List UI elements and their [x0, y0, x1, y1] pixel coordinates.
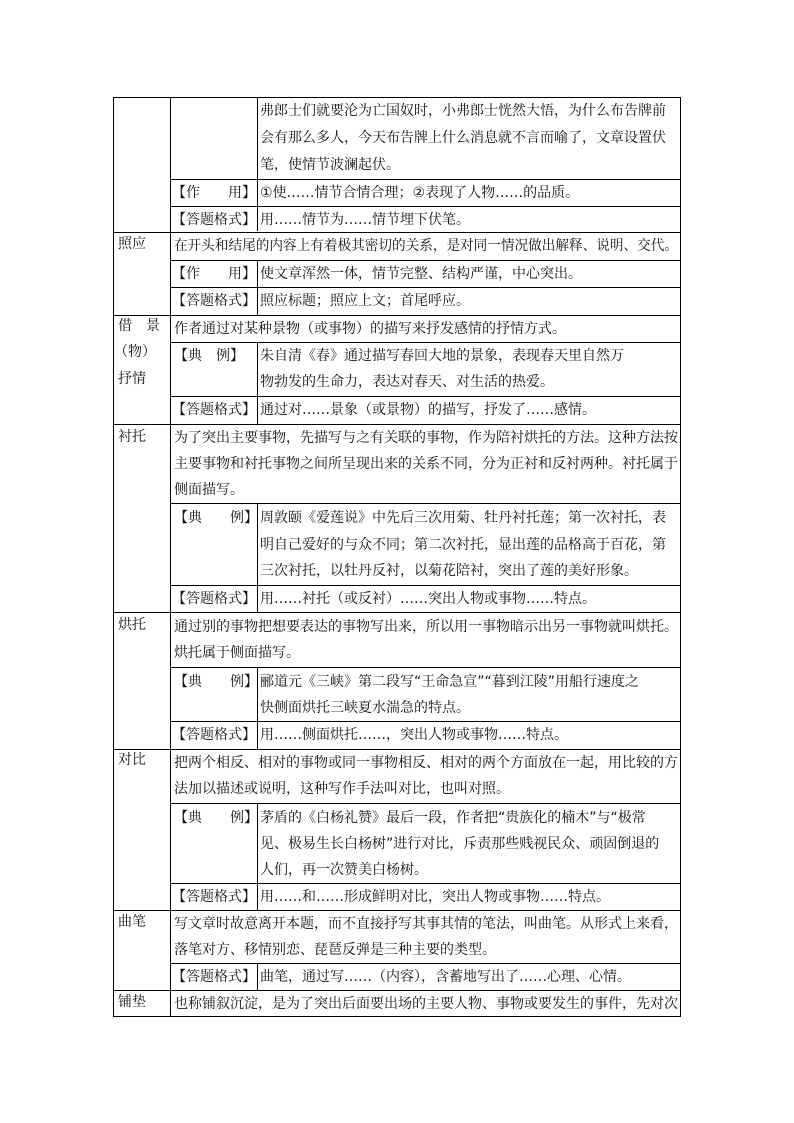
fubi-example-line: 弗郎士们就要沦为亡国奴时，小弗郎士恍然大悟，为什么布告牌前 [260, 103, 666, 119]
technique-name-qubi: 曲笔 [118, 914, 146, 930]
row-divider [170, 396, 681, 397]
row-divider [170, 721, 681, 722]
column-divider-label [257, 342, 258, 424]
row-divider [113, 315, 681, 316]
format-label: 【答题格式】 [172, 402, 256, 418]
jiejing-definition: 作者通过对某种景物（或事物）的描写来抒发感情的抒情方式。 [174, 321, 566, 337]
fubi-example-line: 笔，使情节波澜起伏。 [260, 157, 400, 173]
chentuo-definition-line: 为了突出主要事物，先描写与之有关联的事物，作为陪衬烘托的方法。这种方法按 [174, 430, 678, 446]
fubi-format-text: 用……情节为……情节埋下伏笔。 [260, 212, 470, 228]
effect-label: 【作 用】 [172, 185, 256, 201]
duibi-definition-line: 把两个相反、相对的事物或同一事物相反、相对的两个方面放在一起，用比较的方 [174, 755, 678, 771]
table-border-top [113, 97, 681, 98]
row-divider [170, 179, 681, 180]
column-divider-label [257, 963, 258, 990]
row-divider [113, 612, 681, 613]
technique-name-jiejing: 借 景 [118, 318, 160, 334]
hongtuo-definition-line: 烘托属于侧面描写。 [174, 645, 300, 661]
table-border-bottom [113, 1016, 681, 1017]
example-label: 【典 例】 [174, 348, 244, 364]
row-divider [170, 883, 681, 884]
technique-name-jiejing: （物） [114, 344, 156, 360]
technique-name-chentuo: 衬托 [118, 429, 146, 445]
technique-name-zhaoying: 照应 [118, 236, 146, 252]
qubi-definition-line: 写文章时故意离开本题，而不直接抒写其事其情的笔法，叫曲笔。从形式上来看， [174, 916, 678, 932]
format-label: 【答题格式】 [172, 591, 256, 607]
row-divider [113, 749, 681, 750]
hongtuo-definition-line: 通过别的事物把想要表达的事物写出来，所以用一事物暗示出另一事物就叫烘托。 [174, 619, 678, 635]
technique-name-duibi: 对比 [118, 752, 146, 768]
chentuo-definition-line: 侧面描写。 [174, 482, 244, 498]
pudian-definition-line: 也称铺叙沉淀，是为了突出后面要出场的主要人物、事物或要发生的事件，先对次 [174, 996, 678, 1012]
fubi-effect-text: ①使……情节合情合理；②表现了人物……的品质。 [260, 185, 580, 201]
row-divider [170, 260, 681, 261]
jiejing-example-line: 朱自清《春》通过描写春回大地的景象，表现春天里自然万 [260, 348, 624, 364]
row-divider [170, 287, 681, 288]
row-divider [113, 910, 681, 911]
hongtuo-example-line: 郦道元《三峡》第二段写“王命急宣”“暮到江陵”用船行速度之 [260, 674, 640, 690]
format-label: 【答题格式】 [172, 293, 256, 309]
example-label: 【典 例】 [174, 810, 258, 826]
format-label: 【答题格式】 [172, 727, 256, 743]
fubi-example-line: 会有那么多人，今天布告牌上什么消息就不言而喻了，文章设置伏 [260, 130, 666, 146]
column-divider-label [257, 97, 258, 231]
table-border-right [680, 97, 681, 1017]
chentuo-example-line: 明自己爱好的与众不同；第二次衬托，显出莲的品格高于百花，第 [260, 537, 666, 553]
format-label: 【答题格式】 [172, 889, 256, 905]
technique-name-pudian: 铺垫 [118, 994, 146, 1010]
duibi-example-line: 人们，再一次赞美白杨树。 [260, 862, 428, 878]
jiejing-example-line: 物勃发的生命力，表达对春天、对生活的热爱。 [260, 374, 554, 390]
duibi-definition-line: 法加以描述或说明，这种写作手法叫对比，也叫对照。 [174, 781, 510, 797]
zhaoying-format-text: 照应标题；照应上文；首尾呼应。 [260, 293, 470, 309]
format-label: 【答题格式】 [172, 212, 256, 228]
format-label: 【答题格式】 [172, 969, 256, 985]
qubi-format-text: 曲笔，通过写……（内容），含蓄地写出了……心理、心情。 [260, 969, 631, 985]
row-divider [170, 803, 681, 804]
row-divider [113, 424, 681, 425]
row-divider [170, 206, 681, 207]
chentuo-format-text: 用……衬托（或反衬）……突出人物或事物……特点。 [260, 591, 596, 607]
example-label: 【典 例】 [174, 674, 258, 690]
duibi-format-text: 用……和……形成鲜明对比，突出人物或事物……特点。 [260, 889, 610, 905]
zhaoying-definition: 在开头和结尾的内容上有着极其密切的关系，是对同一情况做出解释、说明、交代。 [174, 238, 679, 254]
chentuo-example-line: 周敦颐《爱莲说》中先后三次用菊、牡丹衬托莲；第一次衬托，表 [260, 510, 666, 526]
qubi-definition-line: 落笔对方、移情别恋、琵琶反弹是三种主要的类型。 [174, 942, 496, 958]
row-divider [170, 585, 681, 586]
table-border-left [113, 97, 114, 1017]
row-divider [170, 503, 681, 504]
hongtuo-example-line: 快侧面烘托三峡夏水湍急的特点。 [260, 700, 470, 716]
chentuo-example-line: 三次衬托，以牡丹反衬，以菊花陪衬，突出了莲的美好形象。 [260, 563, 638, 579]
row-divider [170, 963, 681, 964]
effect-label: 【作 用】 [172, 266, 256, 282]
hongtuo-format-text: 用……侧面烘托……，突出人物或事物……特点。 [260, 727, 568, 743]
duibi-example-line: 见、极易生长白杨树”进行对比，斥责那些贱视民众、顽固倒退的 [260, 836, 660, 852]
example-label: 【典 例】 [174, 510, 258, 526]
row-divider [113, 990, 681, 991]
row-divider [170, 667, 681, 668]
chentuo-definition-line: 主要事物和衬托事物之间所呈现出来的关系不同，分为正衬和反衬两种。衬托属于 [174, 456, 678, 472]
technique-name-hongtuo: 烘托 [118, 617, 146, 633]
row-divider [170, 342, 681, 343]
row-divider [113, 232, 681, 233]
technique-name-jiejing: 抒情 [118, 371, 146, 387]
zhaoying-effect-text: 使文章浑然一体，情节完整、结构严谨，中心突出。 [260, 266, 582, 282]
jiejing-format-text: 通过对……景象（或景物）的描写，抒发了……感情。 [260, 402, 596, 418]
duibi-example-line: 茅盾的《白杨礼赞》最后一段，作者把“贵族化的楠木”与“极常 [260, 810, 646, 826]
column-divider-name [170, 97, 171, 1017]
